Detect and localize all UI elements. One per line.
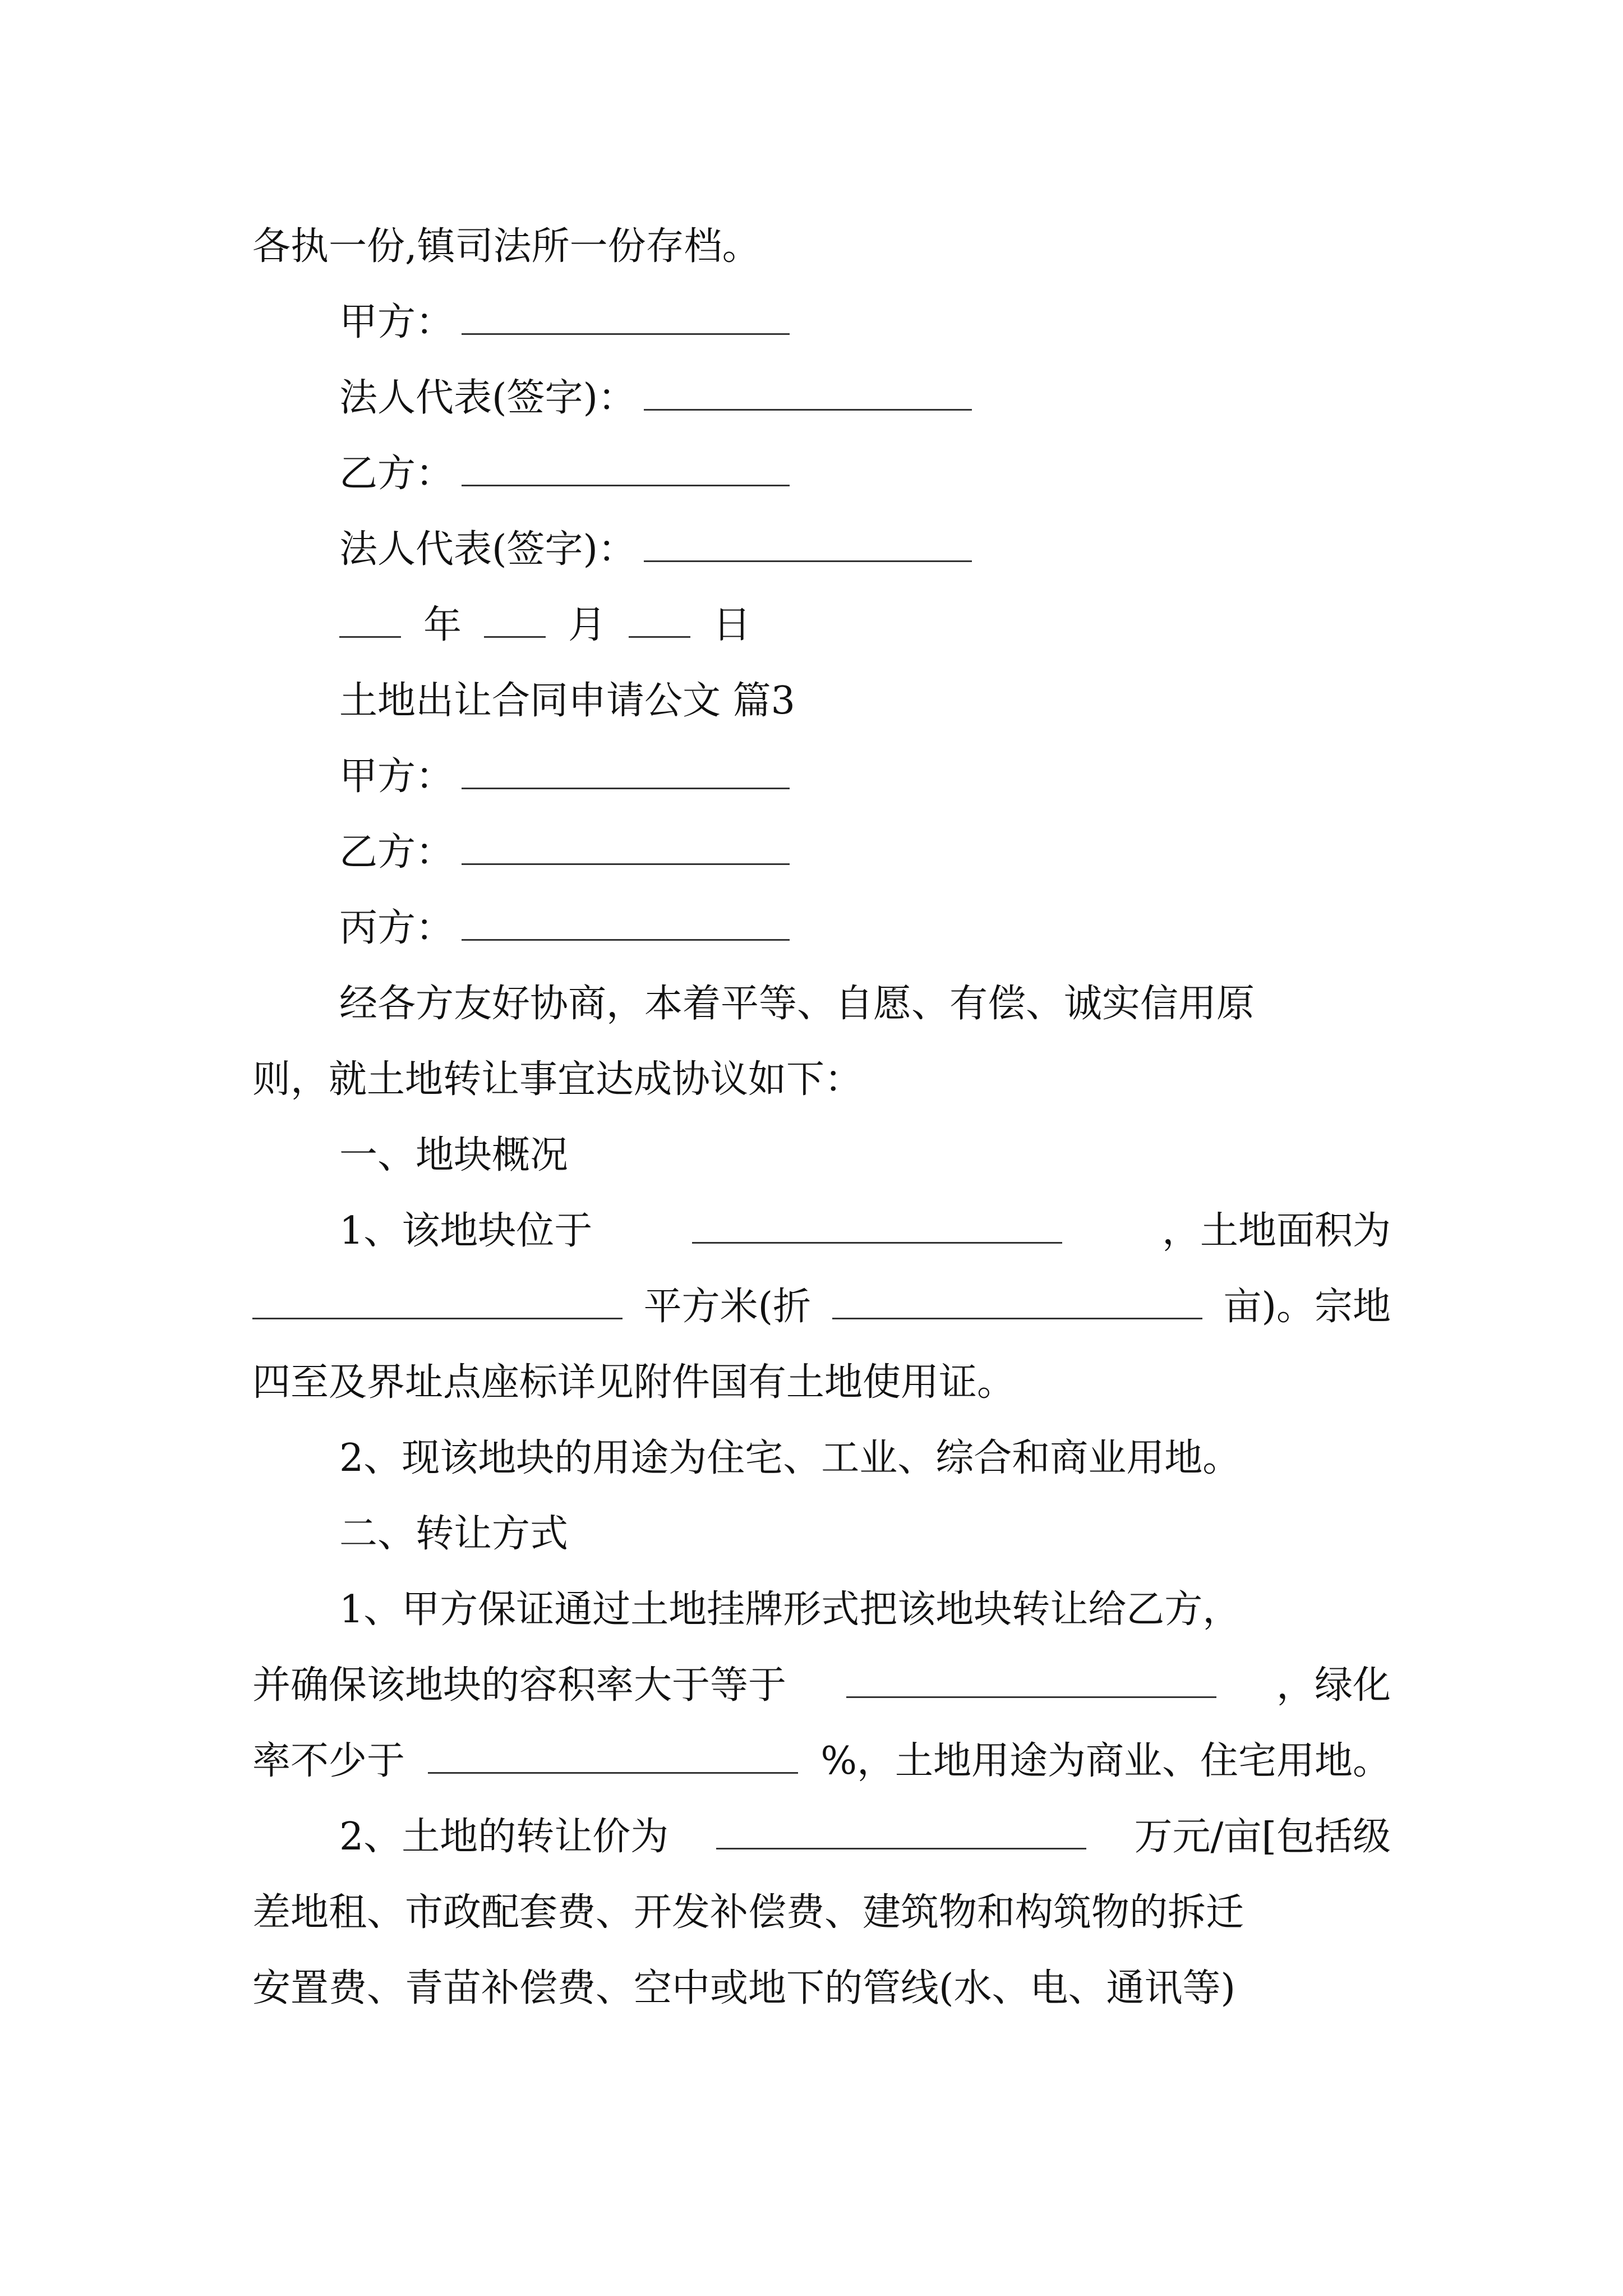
party-a-label: 甲方： — [339, 754, 454, 799]
plot-ratio-blank — [846, 1664, 1216, 1698]
legal-rep-label: 法人代表(签字)： — [339, 376, 637, 420]
text-segment: ，绿化 — [1276, 1663, 1391, 1708]
text-segment: 万元/亩[包括级 — [1134, 1815, 1391, 1859]
location-blank — [692, 1209, 1062, 1244]
day-blank — [629, 604, 690, 638]
paragraph-line: 差地租、市政配套费、开发补偿费、建筑物和构筑物的拆迁 — [252, 1890, 1244, 1935]
text-segment: 率不少于 — [252, 1739, 405, 1783]
party-b-signature-line — [339, 449, 1391, 499]
paragraph-line — [252, 1282, 1391, 1332]
party-b-blank — [462, 452, 790, 486]
text-segment: ，土地面积为 — [1161, 1209, 1391, 1253]
section-title: 土地出让合同申请公文 篇3 — [339, 679, 795, 723]
area-sqm-blank — [252, 1285, 623, 1319]
text-segment: %，土地用途为商业、住宅用地。 — [820, 1739, 1391, 1783]
paragraph-line: 2、现该地块的用途为住宅、工业、综合和商业用地。 — [339, 1436, 1241, 1480]
month-blank — [484, 604, 546, 638]
text-segment: 2、土地的转让价为 — [339, 1815, 669, 1859]
date-line — [339, 600, 1391, 651]
party-a-line — [339, 752, 1391, 802]
party-a-blank — [462, 301, 790, 335]
paragraph-line: 四至及界址点座标详见附件国有土地使用证。 — [252, 1360, 1016, 1405]
paragraph-line — [252, 1660, 1391, 1711]
paragraph-line: 1、甲方保证通过土地挂牌形式把该地块转让给乙方， — [339, 1588, 1241, 1632]
text-segment: 平方米(折 — [643, 1285, 811, 1329]
text-segment: 1、该地块位于 — [339, 1209, 593, 1253]
text-segment: 亩)。宗地 — [1223, 1285, 1391, 1329]
party-b-blank — [462, 831, 790, 865]
day-label: 日 — [713, 603, 751, 647]
text-segment: 并确保该地块的容积率大于等于 — [252, 1663, 787, 1708]
paragraph-line — [339, 1206, 1391, 1257]
party-c-line — [339, 903, 1391, 954]
paragraph-line: 安置费、青苗补偿费、空中或地下的管线(水、电、通讯等) — [252, 1966, 1236, 2010]
party-c-blank — [462, 907, 790, 941]
party-a-signature-line — [339, 297, 1391, 348]
month-label: 月 — [568, 603, 607, 647]
legal-rep-signature-line — [339, 373, 1391, 424]
paragraph-line: 则，就土地转让事宜达成协议如下： — [252, 1057, 863, 1102]
year-label: 年 — [423, 603, 462, 647]
paragraph-line: 经各方友好协商，本着平等、自愿、有偿、诚实信用原 — [339, 982, 1255, 1026]
party-b-line — [339, 827, 1391, 878]
paragraph-line — [252, 1736, 1391, 1787]
green-ratio-blank — [428, 1740, 798, 1774]
year-blank — [339, 604, 401, 638]
heading-plot-overview: 一、地块概况 — [339, 1133, 569, 1177]
party-b-label: 乙方： — [339, 830, 454, 875]
heading-transfer-method: 二、转让方式 — [339, 1512, 569, 1556]
text-line: 各执一份,镇司法所一份存档。 — [252, 224, 760, 269]
party-a-label: 甲方： — [339, 300, 454, 344]
legal-rep-signature-line — [339, 524, 1391, 575]
party-c-label: 丙方： — [339, 906, 454, 950]
legal-rep-blank — [644, 528, 972, 562]
legal-rep-label: 法人代表(签字)： — [339, 527, 637, 572]
paragraph-line — [339, 1812, 1391, 1862]
party-a-blank — [462, 755, 790, 789]
area-mu-blank — [832, 1285, 1202, 1319]
party-b-label: 乙方： — [339, 452, 454, 496]
price-blank — [716, 1815, 1086, 1849]
legal-rep-blank — [644, 376, 972, 411]
